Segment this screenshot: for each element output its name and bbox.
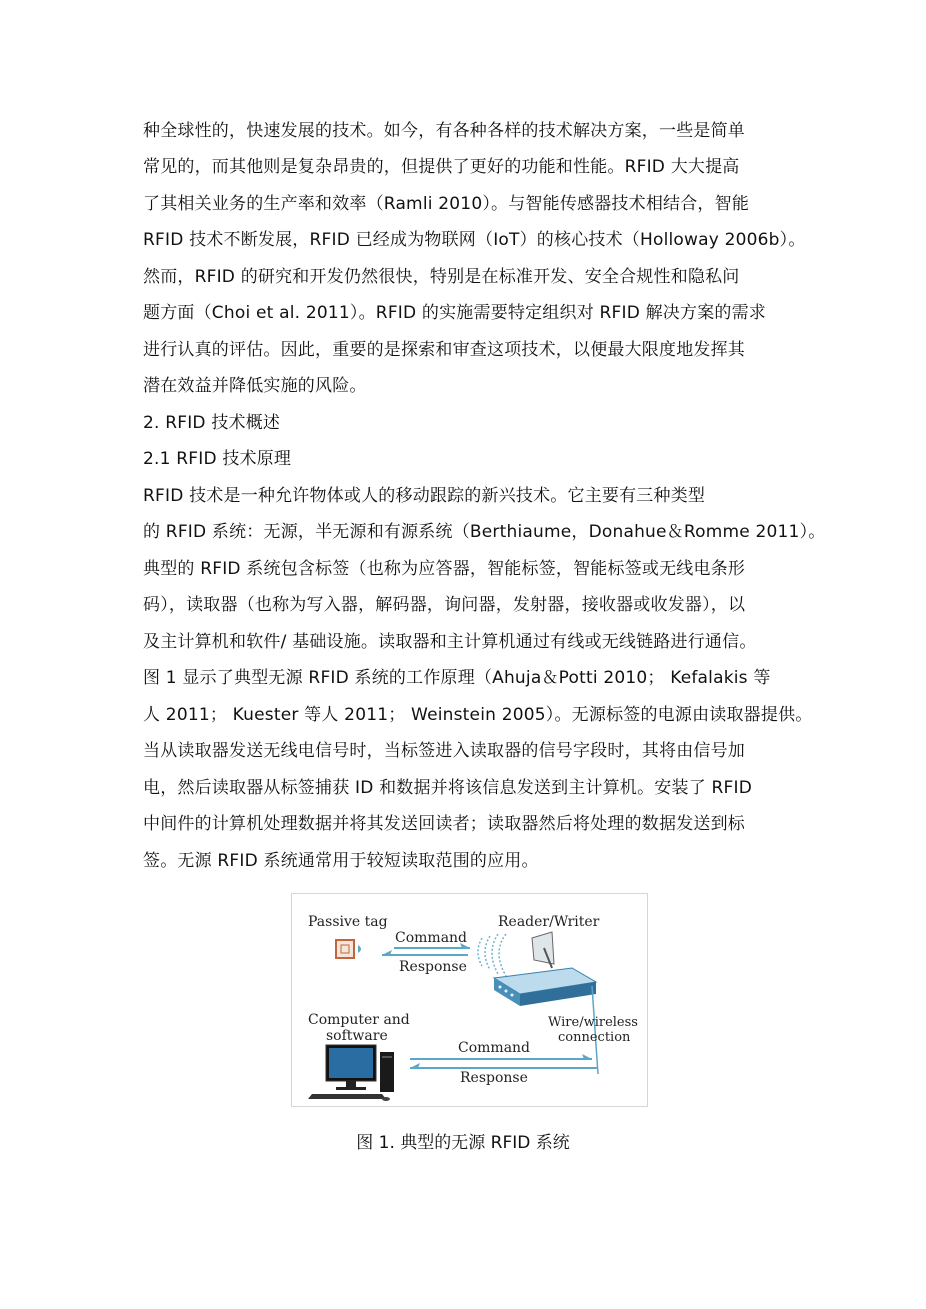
response-arrow-top <box>382 950 468 955</box>
text-line: RFID 技术是一种允许物体或人的移动跟踪的新兴技术。它主要有三种类型 <box>143 486 706 506</box>
text-line: 码），读取器（也称为写入器，解码器，询问器，发射器，接收器或收发器），以 <box>143 595 746 615</box>
text-line: 潜在效益并降低实施的风险。 <box>143 376 367 396</box>
text-line: RFID 技术不断发展，RFID 已经成为物联网（IoT）的核心技术（Holloway 2006b）。 <box>143 230 806 250</box>
computer-label-line1: Computer and <box>308 1012 410 1028</box>
subsection-heading: 2.1 RFID 技术原理 <box>143 449 292 469</box>
response-label-top: Response <box>399 959 467 975</box>
text-line: 的 RFID 系统：无源，半无源和有源系统（Berthiaume，Donahue＆Romme 2011）。 <box>143 522 826 542</box>
command-label-top: Command <box>395 930 468 946</box>
wire-label-line2: connection <box>558 1030 631 1045</box>
text-line: 常见的，而其他则是复杂昂贵的，但提供了更好的功能和性能。RFID 大大提高 <box>143 157 740 177</box>
text-line: 种全球性的，快速发展的技术。如今，有各种各样的技术解决方案，一些是简单 <box>143 121 745 141</box>
text-line: 签。无源 RFID 系统通常用于较短读取范围的应用。 <box>143 851 539 871</box>
command-label-bottom: Command <box>458 1040 531 1056</box>
figure-caption: 图 1. 典型的无源 RFID 系统 <box>356 1133 570 1153</box>
text-line: 进行认真的评估。因此，重要的是探索和审查这项技术，以便最大限度地发挥其 <box>143 340 745 360</box>
text-line: 及主计算机和软件/ 基础设施。读取器和主计算机通过有线或无线链路进行通信。 <box>143 632 757 652</box>
text-line: 典型的 RFID 系统包含标签（也称为应答器，智能标签，智能标签或无线电条形 <box>143 559 746 579</box>
response-label-bottom: Response <box>460 1070 528 1086</box>
reader-device-icon <box>494 968 596 1006</box>
text-line: 了其相关业务的生产率和效率（Ramli 2010）。与智能传感器技术相结合，智能 <box>143 194 750 214</box>
text-line: 题方面（Choi et al. 2011）。RFID 的实施需要特定组织对 RFID 解决方案的需求 <box>143 303 767 323</box>
passive-tag-label: Passive tag <box>308 914 388 930</box>
text-line: 电，然后读取器从标签捕获 ID 和数据并将该信息发送到主计算机。安装了 RFID <box>143 778 753 798</box>
computer-icon <box>308 1045 394 1101</box>
antenna-icon <box>532 932 554 968</box>
text-line: 图 1 显示了典型无源 RFID 系统的工作原理（Ahuja＆Potti 2010； Kefalakis 等 <box>143 668 771 688</box>
section-heading: 2. RFID 技术概述 <box>143 413 281 433</box>
radio-waves-icon <box>478 934 506 976</box>
response-arrow-bottom <box>410 1063 598 1068</box>
text-line: 人 2011； Kuester 等人 2011； Weinstein 2005）。无源标签的电源由读取器提供。 <box>143 705 813 725</box>
passive-tag-icon <box>336 940 361 958</box>
reader-writer-label: Reader/Writer <box>498 914 600 930</box>
rfid-system-figure <box>291 893 648 1107</box>
wire-label-line1: Wire/wireless <box>548 1015 638 1030</box>
computer-label-line2: software <box>326 1028 388 1044</box>
text-line: 中间件的计算机处理数据并将其发送回读者；读取器然后将处理的数据发送到标 <box>143 814 745 834</box>
text-line: 然而，RFID 的研究和开发仍然很快，特别是在标准开发、安全合规性和隐私问 <box>143 267 740 287</box>
text-line: 当从读取器发送无线电信号时，当标签进入读取器的信号字段时，其将由信号加 <box>143 741 745 761</box>
